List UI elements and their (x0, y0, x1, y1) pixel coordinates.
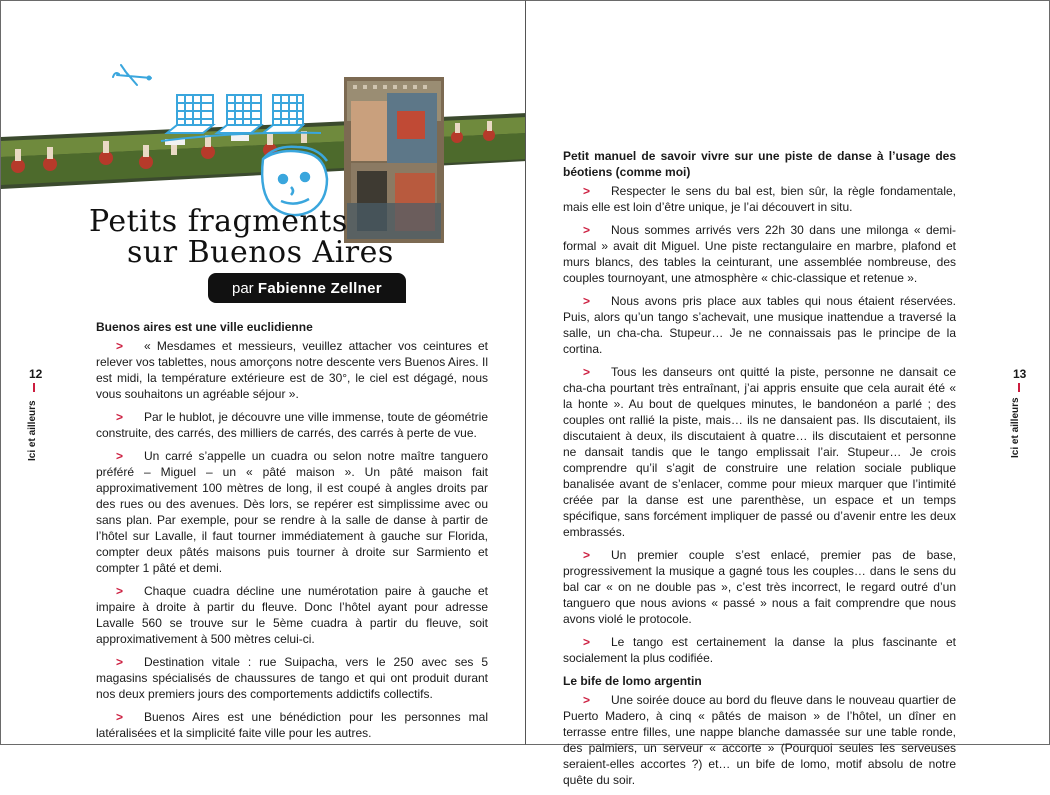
paragraph-text: Nous avons pris place aux tables qui nous étaient réservées. Puis, alors qu’un tango s’achevait, une musique inattendue a traversé la salle, un cha-cha. Stupeur… Je ne connaissais pas le principe de la cortina. (563, 294, 956, 356)
page-number: 12 (29, 367, 43, 381)
section-heading: Le bife de lomo argentin (563, 674, 702, 688)
paragraph (563, 222, 956, 286)
section-heading: Buenos aires est une ville euclidienne (96, 320, 313, 334)
title-line-1: Petits fragments (89, 204, 348, 239)
paragraph (96, 448, 488, 576)
paragraph-text: Un carré s’appelle un cuadra ou selon notre maître tanguero préféré – Miguel – un « pâté maison ». Un pâté maison fait approximativement 100 mètres de long, il est coupé à angles droits par des rues ou des avenues. Dès lors, se repérer est simplissime avec ou sans plan. Par exemple, pour se rendre à la salle de danse à partir de l’hôtel sur Lavalle, il faut tourner immédiatement à gauche sur Florida, compter deux pâtés maisons puis tourner à droite sur Sarmiento et compter 1 pâté et demi. (96, 449, 488, 575)
right-text-column (563, 148, 956, 795)
paragraph-text: Le tango est certainement la danse la plus fascinante et socialement la plus codifiée. (563, 635, 956, 665)
paragraph (96, 338, 488, 402)
paragraph-marker: > (116, 584, 124, 598)
paragraph-text: Buenos Aires est une bénédiction pour les personnes mal latéralisées et la simplicité faite ville pour les autres. (96, 710, 488, 740)
running-section: Ici et ailleurs (27, 400, 38, 461)
airplane-doodle-icon (113, 65, 151, 85)
paragraph (563, 364, 956, 540)
paragraph (563, 293, 956, 357)
paragraph (96, 709, 488, 741)
left-text-column (96, 319, 488, 748)
left-page (0, 0, 526, 745)
page-number: 13 (1013, 367, 1027, 381)
paragraph-text: Nous sommes arrivés vers 22h 30 dans une milonga « demi-formal » avait dit Miguel. Une piste rectangulaire en marbre, plafond et murs blancs, des tables la ceinturant, une assemblée nombreuse, des couples tournoyant, une atmosphère « chic-classique et retenue ». (563, 223, 956, 285)
paragraph-marker: > (583, 693, 591, 707)
paragraph-text: Destination vitale : rue Suipacha, vers le 250 avec ses 5 magasins spécialisés de chaussures de tango et qui ont produit durant nos deux premiers jours des comportements addictifs collectifs. (96, 655, 488, 701)
paragraph-marker: > (583, 548, 591, 562)
paragraph-text: Une soirée douce au bord du fleuve dans le nouveau quartier de Puerto Madero, à cinq « pâtés de maison » de l’hôtel, un dîner en terrasse entre filles, une nappe blanche damassée sur une table ronde, des palmiers, un serveur « accorte » (Pourquoi seules les serveuses seraient-elles accortes ?) et… un bife de lomo, motif absolu de notre quête du soir. (563, 693, 956, 787)
paragraph (96, 583, 488, 647)
paragraph (563, 634, 956, 666)
paragraph-text: Chaque cuadra décline une numérotation paire à gauche et impaire à droite à partir du fleuve. Donc l’hôtel ayant pour adresse Lavalle 560 se trouve sur le 5ème cuadra à partir du fleuve, soit approximativement à 500 mètres celui-ci. (96, 584, 488, 646)
author-name: Fabienne Zellner (257, 280, 382, 297)
paragraph (96, 654, 488, 702)
section-heading: Petit manuel de savoir vivre sur une piste de danse à l’usage des béotiens (comme moi) (563, 149, 956, 179)
paragraph-text: Tous les danseurs ont quitté la piste, personne ne dansait ce cha-cha pourtant très entraînant, j’ai appris ensuite que cela aurait été « la honte ». Au bout de quelques minutes, le bandonéon a parlé ; des couples ont rallié la piste, mais… ils ne dansaient pas. Ils discutaient, ils discutaient à deux, ils discutaient à quatre… ils discutaient et personne ne dansait tandis que le tango emplissait l’air. Stupeur… Je crois comprendre qu’il s’agit de construire une relation sociale publique banalisée avant de s’enlacer, comme pour mieux marquer que l’intimité créée par la danse est une parenthèse, un espace et un temps spécifique, sans forcément impliquer de passé ou d’avenir entre les deux embrassés. (563, 365, 956, 539)
byline-prefix: par (232, 280, 254, 297)
author-byline (208, 273, 406, 303)
paragraph-marker: > (583, 184, 591, 198)
running-section: Ici et ailleurs (1010, 397, 1021, 458)
article-title (89, 204, 419, 270)
paragraph-marker: > (583, 365, 591, 379)
folio-divider (33, 383, 35, 392)
paragraph-marker: > (116, 449, 124, 463)
paragraph (563, 692, 956, 788)
paragraph-text: « Mesdames et messieurs, veuillez attacher vos ceintures et relever vos tablettes, nous amorçons notre descente vers Buenos Aires. Il est midi, la température extérieure est de 30°, le ciel est dégagé, nous vous souhaitons un agréable séjour ». (96, 339, 488, 401)
paragraph (563, 547, 956, 627)
folio-divider (1018, 383, 1020, 392)
paragraph-text: Respecter le sens du bal est, bien sûr, la règle fondamentale, mais elle est loin d’être unique, je l’ai découvert in situ. (563, 184, 956, 214)
paragraph-marker: > (116, 655, 124, 669)
paragraph-text: Un premier couple s’est enlacé, premier pas de base, progressivement la musique a gagné tous les couples… dans le sens du bal car « on ne double pas », c’est très incorrect, le regard outré d’un tanguero que nous avions « passé » nous a fait comprendre que nous avons violé le protocole. (563, 548, 956, 626)
paragraph (96, 409, 488, 441)
paragraph (563, 183, 956, 215)
paragraph-marker: > (583, 635, 591, 649)
paragraph-marker: > (116, 710, 124, 724)
title-line-2: sur Buenos Aires (127, 235, 394, 270)
paragraph-marker: > (116, 339, 124, 353)
paragraph-marker: > (583, 223, 591, 237)
paragraph-marker: > (583, 294, 591, 308)
paragraph-marker: > (116, 410, 124, 424)
paragraph-text: Par le hublot, je découvre une ville immense, toute de géométrie construite, des carrés, des milliers de carrés, des carrés à perte de vue. (96, 410, 488, 440)
